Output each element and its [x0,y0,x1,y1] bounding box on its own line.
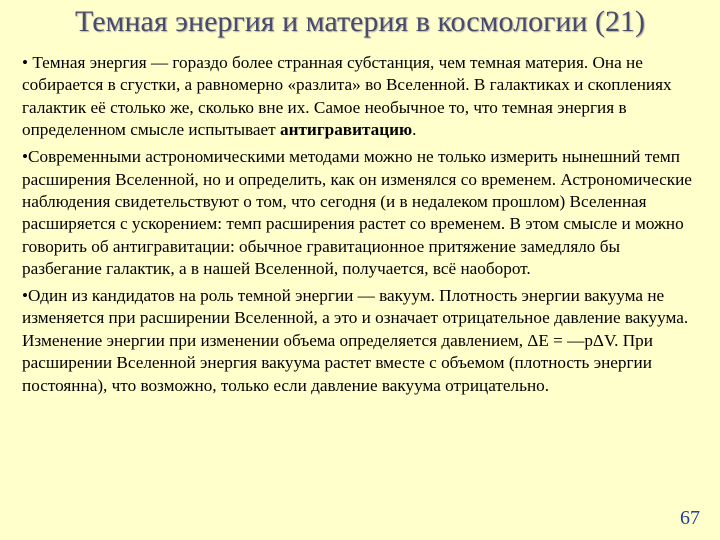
paragraph-expansion: •Современными астрономическими методами можно не только измерить нынешний темп расширения Вселенной, но и определить, как он изменялся со временем. Астрономические наблюдения свидетельствуют о том, что сегодня (и в недалеком прошлом) Вселенная расширяется с ускорением: темп расширения растет со временем. В этом смысле и можно говорить об антигравитации: обычное гравитационное притяжение замедляло бы разбегание галактик, а в нашей Вселенной, получается, всё наоборот. [22,147,692,279]
page-number: 67 [680,507,700,529]
paragraph-dark-energy [22,52,698,142]
antigravity-term: антигравитацию [279,120,413,140]
paragraph-vacuum: •Один из кандидатов на роль темной энергии — вакуум. Плотность энергии вакуума не изменяется при расширении Вселенной, а это и означает отрицательное давление вакуума. Изменение энергии при изменении объема определяется давлением, ΔE = —pΔV. При расширении Вселенной энергия вакуума растет вместе с объемом (плотность энергии постоянна), что возможно, только если давление вакуума отрицательно. [22,286,689,395]
paragraph-1-end: . [412,120,417,140]
paragraph-1-text: • Темная энергия — гораздо более странная субстанция, чем темная материя. Она не собирается в сгустки, а равномерно «разлита» во Вселенной. В галактиках и скоплениях галактик её столько же, сколько вне их. Самое необычное то, что темная энергия в определенном смысле испытывает [22,53,672,140]
slide-body [22,52,698,402]
slide-title: Темная энергия и материя в космологии (21) [75,5,645,38]
